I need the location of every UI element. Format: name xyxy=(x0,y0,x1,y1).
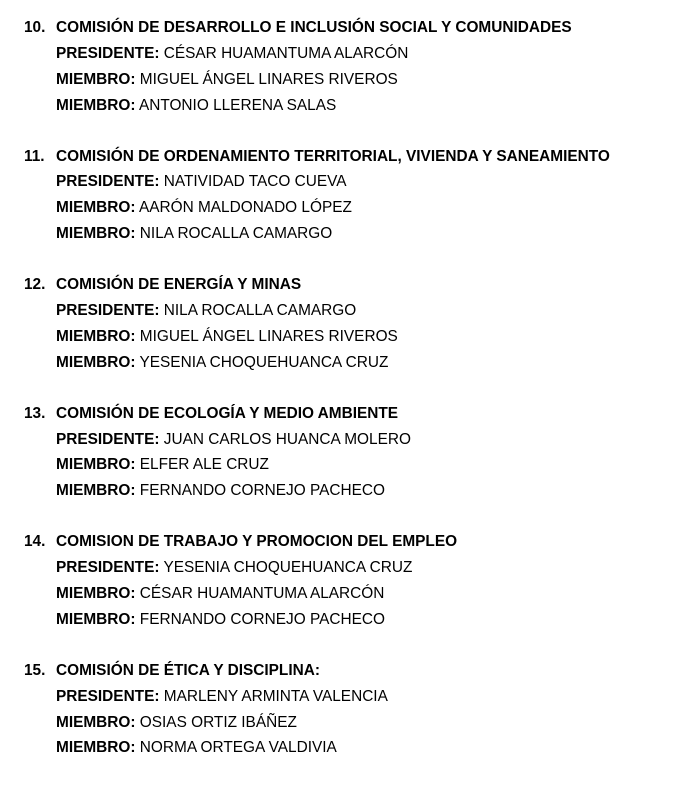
member-role: MIEMBRO: xyxy=(56,713,136,731)
member-line xyxy=(0,710,684,736)
member-line xyxy=(0,350,684,376)
member-line xyxy=(0,478,684,504)
member-name: MIGUEL ÁNGEL LINARES RIVEROS xyxy=(139,327,398,345)
commission-number: 11. xyxy=(24,147,45,165)
member-line xyxy=(0,324,684,350)
member-role: PRESIDENTE: xyxy=(56,302,160,320)
commission-heading xyxy=(0,15,684,41)
commission-title: COMISIÓN DE DESARROLLO E INCLUSIÓN SOCIAL Y COMUNIDADES xyxy=(56,19,572,36)
commission-list xyxy=(0,15,684,786)
commission-heading xyxy=(0,401,684,427)
member-name: ELFER ALE CRUZ xyxy=(139,456,269,474)
member-line xyxy=(0,684,684,710)
member-role: MIEMBRO: xyxy=(56,199,136,217)
member-role: MIEMBRO: xyxy=(56,225,136,243)
commission-number: 14. xyxy=(24,533,46,551)
commission-number: 10. xyxy=(24,19,46,36)
member-line xyxy=(0,169,684,195)
member-line xyxy=(0,195,684,221)
member-line xyxy=(0,427,684,453)
commission-heading xyxy=(0,658,684,684)
member-role: MIEMBRO: xyxy=(56,456,136,474)
member-name: NILA ROCALLA CAMARGO xyxy=(139,225,333,243)
member-name: NILA ROCALLA CAMARGO xyxy=(163,302,357,320)
commission-number: 12. xyxy=(24,276,46,294)
commission-title: COMISIÓN DE ÉTICA Y DISCIPLINA: xyxy=(56,661,320,679)
member-role: MIEMBRO: xyxy=(56,610,136,628)
member-line xyxy=(0,221,684,247)
member-name: OSIAS ORTIZ IBÁÑEZ xyxy=(139,713,297,731)
member-role: PRESIDENTE: xyxy=(56,430,160,448)
member-role: PRESIDENTE: xyxy=(56,559,160,577)
member-line xyxy=(0,555,684,581)
commission-heading xyxy=(0,272,684,298)
commission-title: COMISIÓN DE ENERGÍA Y MINAS xyxy=(56,276,302,294)
member-line xyxy=(0,735,684,761)
member-name: FERNANDO CORNEJO PACHECO xyxy=(139,610,385,628)
commission-15 xyxy=(0,658,684,762)
member-line xyxy=(0,93,684,119)
member-role: MIEMBRO: xyxy=(56,96,136,114)
member-line xyxy=(0,298,684,324)
commission-title: COMISION DE TRABAJO Y PROMOCION DEL EMPLEO xyxy=(56,533,458,551)
commission-14 xyxy=(0,529,684,633)
commission-12 xyxy=(0,272,684,376)
member-name: MIGUEL ÁNGEL LINARES RIVEROS xyxy=(139,70,398,88)
commission-title: COMISIÓN DE ECOLOGÍA Y MEDIO AMBIENTE xyxy=(56,404,399,422)
member-role: PRESIDENTE: xyxy=(56,687,160,705)
member-role: MIEMBRO: xyxy=(56,70,136,88)
member-line xyxy=(0,452,684,478)
member-name: FERNANDO CORNEJO PACHECO xyxy=(139,482,385,500)
member-role: MIEMBRO: xyxy=(56,739,136,757)
commission-10 xyxy=(0,15,684,119)
member-name: CÉSAR HUAMANTUMA ALARCÓN xyxy=(163,44,409,62)
member-line xyxy=(0,67,684,93)
member-name: YESENIA CHOQUEHUANCA CRUZ xyxy=(163,559,413,577)
member-line xyxy=(0,581,684,607)
member-line xyxy=(0,41,684,67)
commission-number: 13. xyxy=(24,404,46,422)
member-name: YESENIA CHOQUEHUANCA CRUZ xyxy=(139,353,389,371)
member-name: AARÓN MALDONADO LÓPEZ xyxy=(138,199,352,217)
commission-11 xyxy=(0,144,684,248)
commission-title: COMISIÓN DE ORDENAMIENTO TERRITORIAL, VIVIENDA Y SANEAMIENTO xyxy=(56,147,610,165)
member-role: MIEMBRO: xyxy=(56,585,136,603)
member-name: JUAN CARLOS HUANCA MOLERO xyxy=(163,430,411,448)
member-role: PRESIDENTE: xyxy=(56,44,160,62)
member-role: MIEMBRO: xyxy=(56,327,136,345)
commission-heading xyxy=(0,144,684,170)
member-name: CÉSAR HUAMANTUMA ALARCÓN xyxy=(139,585,385,603)
commission-13 xyxy=(0,401,684,505)
member-name: NORMA ORTEGA VALDIVIA xyxy=(139,739,337,757)
commission-number: 15. xyxy=(24,661,46,679)
member-name: MARLENY ARMINTA VALENCIA xyxy=(163,687,388,705)
member-role: MIEMBRO: xyxy=(56,353,136,371)
member-name: ANTONIO LLERENA SALAS xyxy=(138,96,337,114)
member-name: NATIVIDAD TACO CUEVA xyxy=(163,173,347,191)
commission-heading xyxy=(0,529,684,555)
member-role: PRESIDENTE: xyxy=(56,173,160,191)
member-role: MIEMBRO: xyxy=(56,482,136,500)
member-line xyxy=(0,607,684,633)
